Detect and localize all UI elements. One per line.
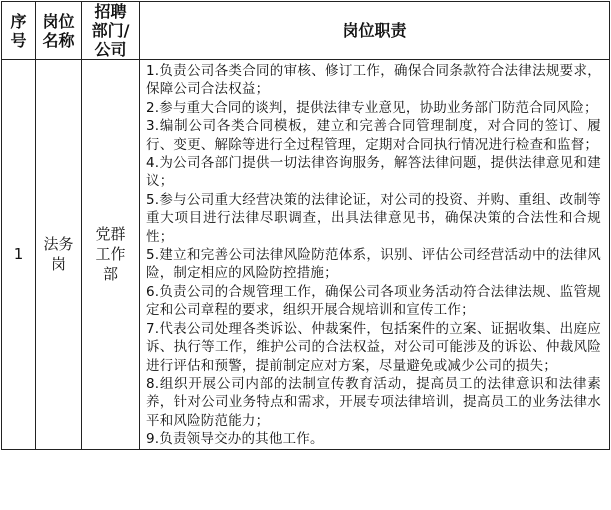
header-position-line: 岗位 bbox=[42, 11, 75, 31]
header-dept-line: 公司 bbox=[94, 40, 127, 59]
duty-item: 1.负责公司各类合同的审核、修订工作，确保合同条款符合法律法规要求，保障公司合法权益； bbox=[146, 63, 601, 98]
row-dept-line: 部 bbox=[102, 265, 118, 284]
duty-item: 2.参与重大合同的谈判，提供法律专业意见，协助业务部门防范合同风险； bbox=[146, 99, 598, 116]
duty-item: 6.负责公司的合规管理工作，确保公司各项业务活动符合法律法规、监管规定和公司章程的要求，组织开展合规培训和宣传工作； bbox=[146, 283, 601, 319]
row-dept-line: 党群 bbox=[95, 225, 126, 244]
header-dept-line: 部门/ bbox=[91, 21, 130, 40]
header-seq-line: 序 bbox=[10, 11, 27, 31]
duty-item: 7.代表公司处理各类诉讼、仲裁案件，包括案件的立案、证据收集、出庭应诉、执行等工作，维护公司的合法权益，对公司可能涉及的诉讼、仲裁风险进行评估和预警，提前制定应对方案，尽量避免或减少公司的损失； bbox=[146, 320, 601, 374]
header-dept bbox=[82, 2, 140, 60]
row-seq: 1 bbox=[2, 60, 36, 450]
row-duties bbox=[140, 60, 610, 450]
header-dept-line: 招聘 bbox=[94, 2, 127, 21]
header-seq-line: 号 bbox=[10, 30, 27, 50]
header-position-line: 名称 bbox=[42, 30, 75, 50]
duty-item: 9.负责领导交办的其他工作。 bbox=[146, 431, 324, 448]
header-row bbox=[2, 2, 610, 60]
row-dept bbox=[82, 60, 140, 450]
duty-item: 3.编制公司各类合同模板，建立和完善合同管理制度，对合同的签订、履行、变更、解除等进行全过程管理，定期对合同执行情况进行检查和监督； bbox=[146, 118, 601, 153]
row-position-line: 法务 bbox=[43, 235, 74, 254]
header-duties: 岗位职责 bbox=[140, 2, 610, 60]
duty-item: 4.为公司各部门提供一切法律咨询服务，解答法律问题，提供法律意见和建议； bbox=[146, 155, 601, 190]
duty-item: 5.参与公司重大经营决策的法律论证，对公司的投资、并购、重组、改制等重大项目进行法律尽职调查，出具法律意见书，确保决策的合法性和合规性； bbox=[146, 191, 601, 245]
header-position bbox=[36, 2, 82, 60]
row-dept-line: 工作 bbox=[95, 245, 126, 264]
row-position-line: 岗 bbox=[50, 255, 66, 274]
duty-item: 5.建立和完善公司法律风险防范体系，识别、评估公司经营活动中的法律风险，制定相应的风险防控措施； bbox=[146, 247, 601, 282]
duty-item: 8.组织开展公司内部的法制宣传教育活动，提高员工的法律意识和法律素养，针对公司业务特点和需求，开展专项法律培训，提高员工的业务法律水平和风险防范能力； bbox=[146, 375, 601, 429]
row-position bbox=[36, 60, 82, 450]
table-row bbox=[2, 60, 610, 450]
header-seq bbox=[2, 2, 36, 60]
job-table bbox=[1, 1, 610, 450]
